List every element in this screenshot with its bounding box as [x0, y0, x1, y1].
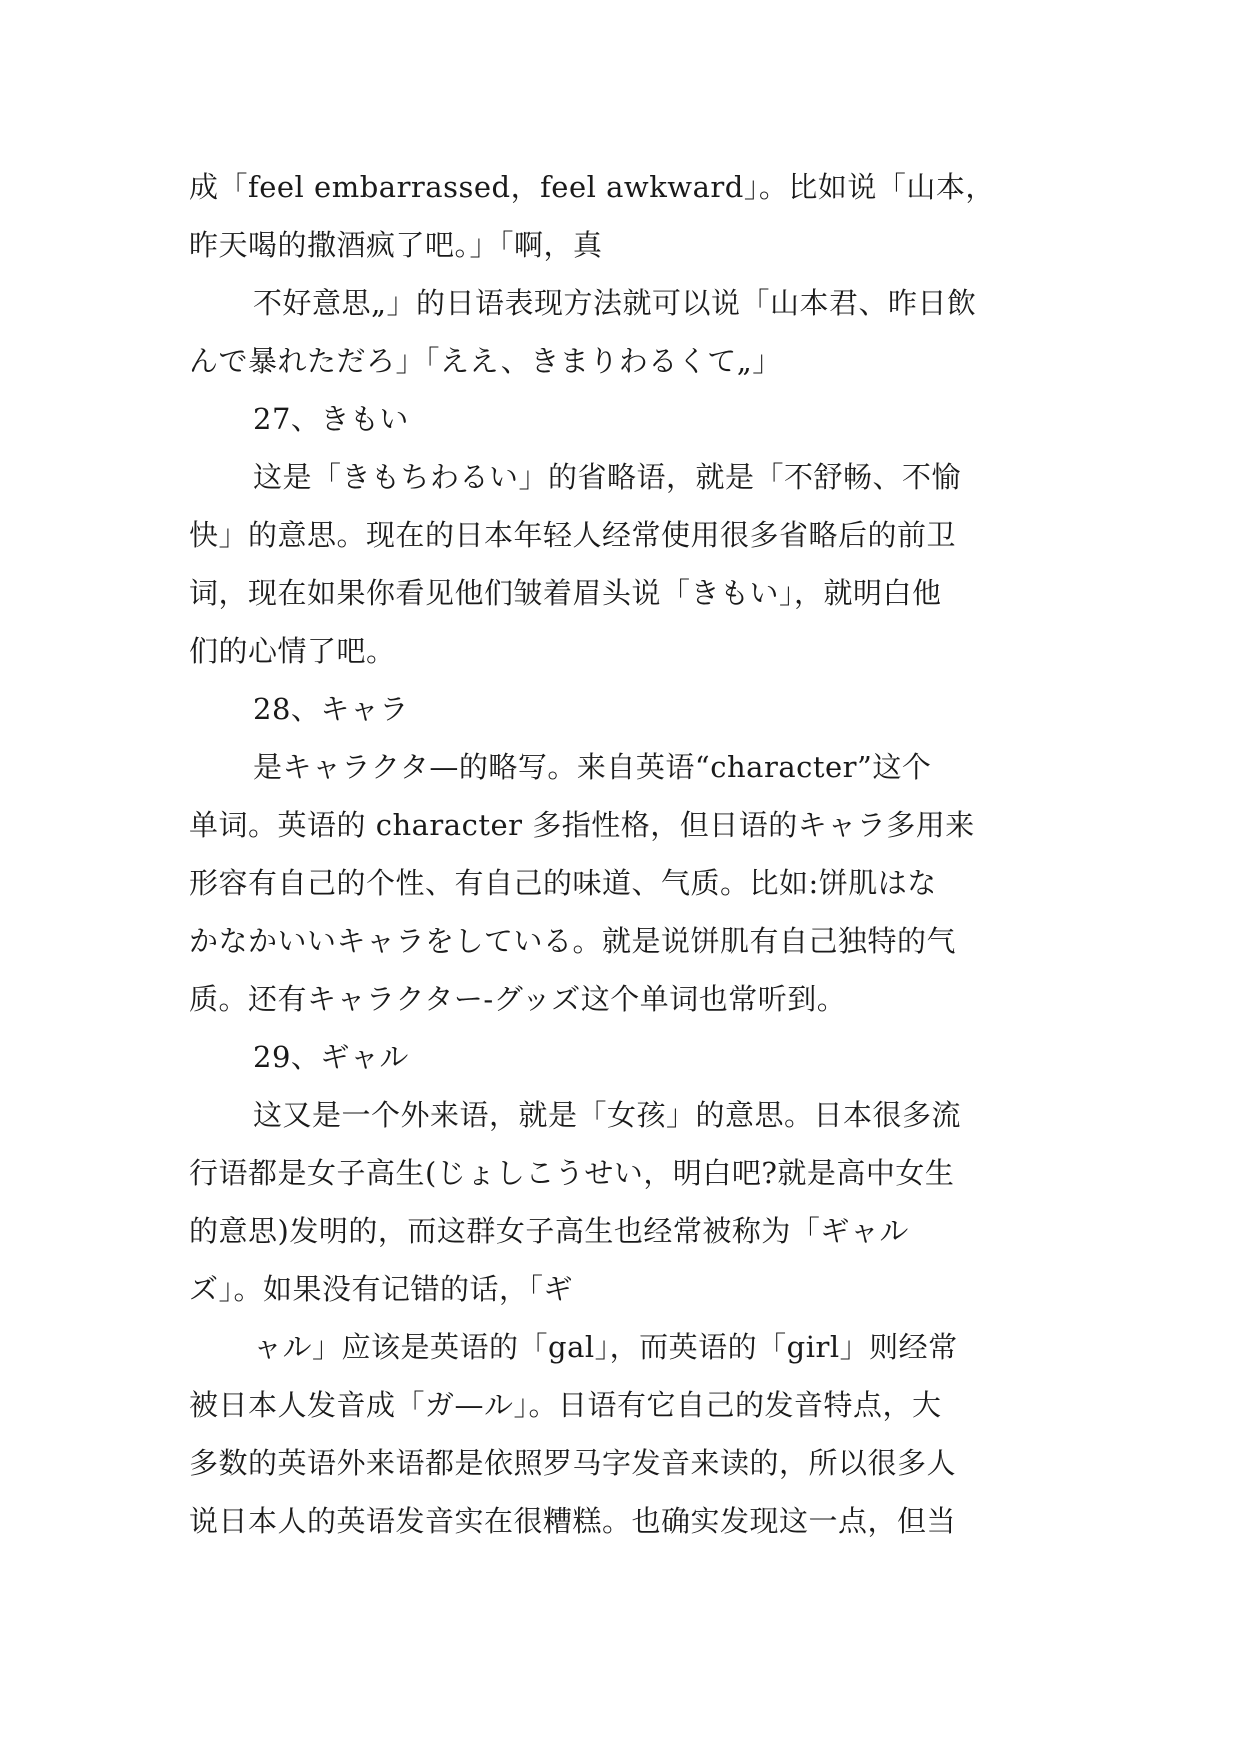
text-line: 的意思)发明的，而这群女子高生也经常被称为「ギャル: [189, 1214, 909, 1248]
text-line: ズ」。如果没有记错的话，「ギ: [189, 1272, 574, 1306]
text-line: 快」的意思。现在的日本年轻人经常使用很多省略后的前卫: [189, 518, 957, 552]
text-line: 不好意思„」的日语表现方法就可以说「山本君、昨日飲: [253, 286, 977, 320]
text-line: 们的心情了吧。: [189, 634, 396, 668]
text-line: 行语都是女子高生(じょしこうせい，明白吧?就是高中女生: [189, 1156, 955, 1190]
text-line: 单词。英语的 character 多指性格，但日语的キャラ多用来: [189, 808, 975, 842]
text-line: 这是「きもちわるい」的省略语，就是「不舒畅、不愉: [253, 460, 962, 494]
body-text: [189, 158, 1059, 1550]
text-line: 成「feel embarrassed，feel awkward」。比如说「山本，: [189, 170, 995, 204]
text-line: 昨天喝的撒酒疯了吧。」「啊，真: [189, 228, 603, 262]
text-line: 质。还有キャラクター-グッズ这个单词也常听到。: [189, 982, 847, 1016]
text-line: 被日本人发音成「ガ—ル」。日语有它自己的发音特点，大: [189, 1388, 942, 1422]
text-line: んで暴れただろ」「ええ、きまりわるくて„」: [189, 344, 782, 378]
text-line: 形容有自己的个性、有自己的味道、气质。比如:饼肌はな: [189, 866, 937, 900]
text-line: 29、ギャル: [253, 1040, 409, 1074]
text-line: 多数的英语外来语都是依照罗马字发音来读的，所以很多人: [189, 1446, 957, 1480]
text-line: 28、キャラ: [253, 692, 409, 726]
text-line: 说日本人的英语发音实在很糟糕。也确实发现这一点，但当: [189, 1504, 957, 1538]
text-line: 这又是一个外来语，就是「女孩」的意思。日本很多流: [253, 1098, 962, 1132]
text-line: 是キャラクタ—的略写。来自英语“character”这个: [253, 750, 932, 784]
text-line: かなかいいキャラをしている。就是说饼肌有自己独特的气: [189, 924, 957, 958]
text-line: ャル」应该是英语的「gal」，而英语的「girl」则经常: [253, 1330, 958, 1364]
text-line: 27、きもい: [253, 402, 409, 436]
text-line: 词，现在如果你看见他们皱着眉头说「きもい」，就明白他: [189, 576, 942, 610]
